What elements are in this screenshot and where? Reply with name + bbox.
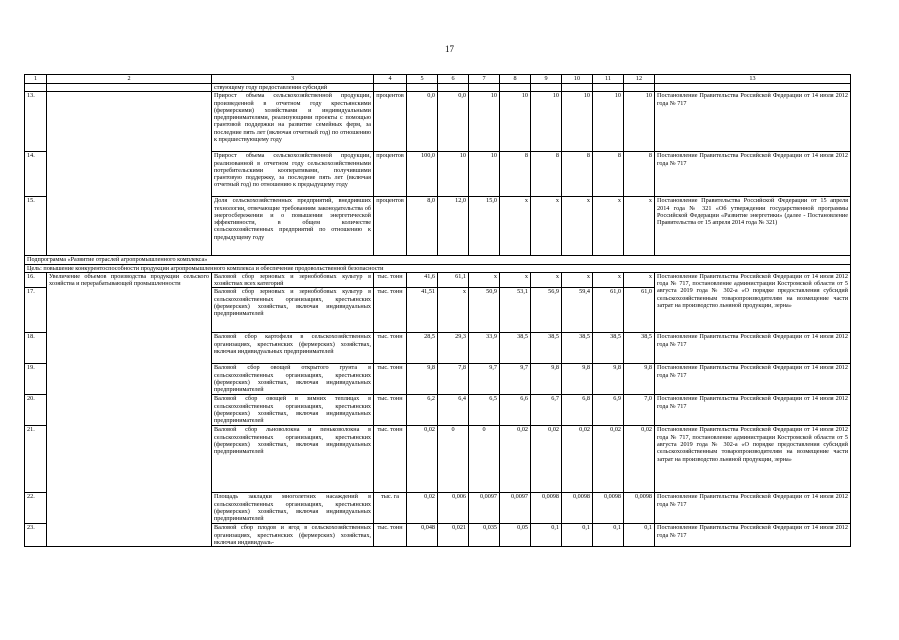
- table-row: 21. Валовой сбор льноволокна и пеньковолокна в сельскохозяйственных организациях, крестьянских (фермерских) хозяйствах, включая индивидуальных предпринимателей тыс. тонн 0,02 0 0 0,02 0,02 0,02 0,02 0,02 Постановление Правительства Российской Федерации от 14 июля 2012 года № 717, постановление администрации Костромской области от 5 августа 2019 года № 302-а «О порядке предоставления субсидий сельскохозяйственным товаропроизводителям на возмещение части затрат на производство льняной продукции, зерна»: [25, 426, 851, 493]
- goal-title: Цель: повышение конкурентоспособности продукции агропромышленного комплекса и обеспечение продовольственной безопасности: [25, 264, 851, 272]
- column-header: 2: [47, 75, 212, 84]
- column-number-row: [25, 75, 851, 84]
- table-row: 16. Увеличение объемов производства продукции сельского хозяйства и перерабатывающей промышленности Валовой сбор зерновых и зернобобовых культур в хозяйствах всех категорий тыс. тонн 41,6 61,1 х х х х х х Постановление Правительства Российской Федерации от 14 июля 2012 года № 717, постановление администрации Костромской области от 5 августа 2019 года № 302-а «О порядке предоставления субсидий сельскохозяйственным товаропроизводителям на возмещение части затрат на производство льняной продукции, зерна»: [25, 272, 851, 288]
- subprogram-title: Подпрограмма «Развитие отраслей агропромышленного комплекса»: [25, 256, 851, 264]
- column-header: 4: [374, 75, 407, 84]
- subprogram-row: [25, 256, 851, 264]
- table-row: 14. Прирост объема сельскохозяйственной продукции, реализованной в отчетном году сельскохозяйственными потребительскими кооперативами, получившими грантовую поддержку, за последние пять лет (включая отчетный год) по отношению к предыдущему году процентов 100,0 10 10 8 8 8 8 8 Постановление Правительства Российской Федерации от 14 июля 2012 года № 717: [25, 152, 851, 197]
- goal-row: [25, 264, 851, 272]
- column-header: 9: [531, 75, 562, 84]
- table-row: 17. Валовой сбор зерновых и зернобобовых культур в сельскохозяйственных организациях, крестьянских (фермерских) хозяйствах, включая индивидуальных предпринимателей тыс. тонн 41,51 х 50,9 53,1 56,9 59,4 61,0 61,0: [25, 288, 851, 333]
- table-row: 22. Площадь закладки многолетних насаждений в сельскохозяйственных организациях, крестьянских (фермерских) хозяйствах, включая индивидуальных предпринимателей тыс. га 0,02 0,006 0,0097 0,0097 0,0098 0,0098 0,0098 0,0098 Постановление Правительства Российской Федерации от 14 июля 2012 года № 717: [25, 493, 851, 524]
- column-header: 12: [624, 75, 655, 84]
- indicators-table: [24, 74, 851, 547]
- table-row: 18. Валовой сбор картофеля в сельскохозяйственных организациях, крестьянских (фермерских) хозяйствах, включая индивидуальных предпринимателей тыс. тонн 28,5 29,3 33,9 38,5 38,5 38,5 38,5 38,5 Постановление Правительства Российской Федерации от 14 июля 2012 года № 717: [25, 333, 851, 364]
- continuation-text: ствующему году предоставления субсидий: [212, 84, 374, 92]
- table-row: 15. Доля сельскохозяйственных предприятий, внедривших технологии, отвечающие требованиям законодательства об энергосбережении и о повышении энергетической эффективности, в общем количестве сельскохозяйственных предприятий по отношению к предыдущему году процентов 8,0 12,0 15,0 х х х х х Постановление Правительства Российской Федерации от 15 апреля 2014 года № 321 «Об утверждении государственной программы Российской Федерации «Развитие энергетики» (далее - Постановление Правительства от 15 апреля 2014 года № 321): [25, 197, 851, 256]
- task-cell: Увеличение объемов производства продукции сельского хозяйства и перерабатывающей промышленности: [47, 272, 212, 547]
- table-row: 23. Валовой сбор плодов и ягод в сельскохозяйственных организациях, крестьянских (фермерских) хозяйствах, включая индивидуаль- тыс. тонн 0,048 0,021 0,035 0,05 0,1 0,1 0,1 0,1 Постановление Правительства Российской Федерации от 14 июля 2012 года № 717: [25, 524, 851, 547]
- page-number: 17: [445, 44, 454, 54]
- continuation-row: [25, 84, 851, 92]
- table-row: 20. Валовой сбор овощей в зимних теплицах в сельскохозяйственных организациях, крестьянских (фермерских) хозяйствах, включая индивидуальных предпринимателей тыс. тонн 6,2 6,4 6,5 6,6 6,7 6,8 6,9 7,0 Постановление Правительства Российской Федерации от 14 июля 2012 года № 717: [25, 395, 851, 426]
- column-header: 7: [469, 75, 500, 84]
- column-header: 10: [562, 75, 593, 84]
- column-header: 11: [593, 75, 624, 84]
- basis-16-17: Постановление Правительства Российской Федерации от 14 июля 2012 года № 717, постановление администрации Костромской области от 5 августа 2019 года № 302-а «О порядке предоставления субсидий сельскохозяйственным товаропроизводителям на возмещение части затрат на производство льняной продукции, зерна»: [655, 272, 851, 333]
- column-header: 6: [438, 75, 469, 84]
- table-row: 19. Валовой сбор овощей открытого грунта в сельскохозяйственных организациях, крестьянских (фермерских) хозяйствах, включая индивидуальных предпринимателей тыс. тонн 9,8 7,8 9,7 9,7 9,8 9,8 9,8 9,8 Постановление Правительства Российской Федерации от 14 июля 2012 года № 717: [25, 364, 851, 395]
- column-header: 1: [25, 75, 47, 84]
- column-header: 5: [407, 75, 438, 84]
- column-header: 8: [500, 75, 531, 84]
- column-header: 3: [212, 75, 374, 84]
- table-row: 13. Прирост объема сельскохозяйственной продукции, произведенной в отчетном году крестьянскими (фермерскими) хозяйствами и индивидуальными предпринимателями, реализующими проекты с помощью грантовой поддержки на развитие семейных ферм, за последние пять лет (включая отчетный год) по отношению к предшествующему году процентов 0,0 0,0 10 10 10 10 10 10 Постановление Правительства Российской Федерации от 14 июля 2012 года № 717: [25, 92, 851, 152]
- column-header: 13: [655, 75, 851, 84]
